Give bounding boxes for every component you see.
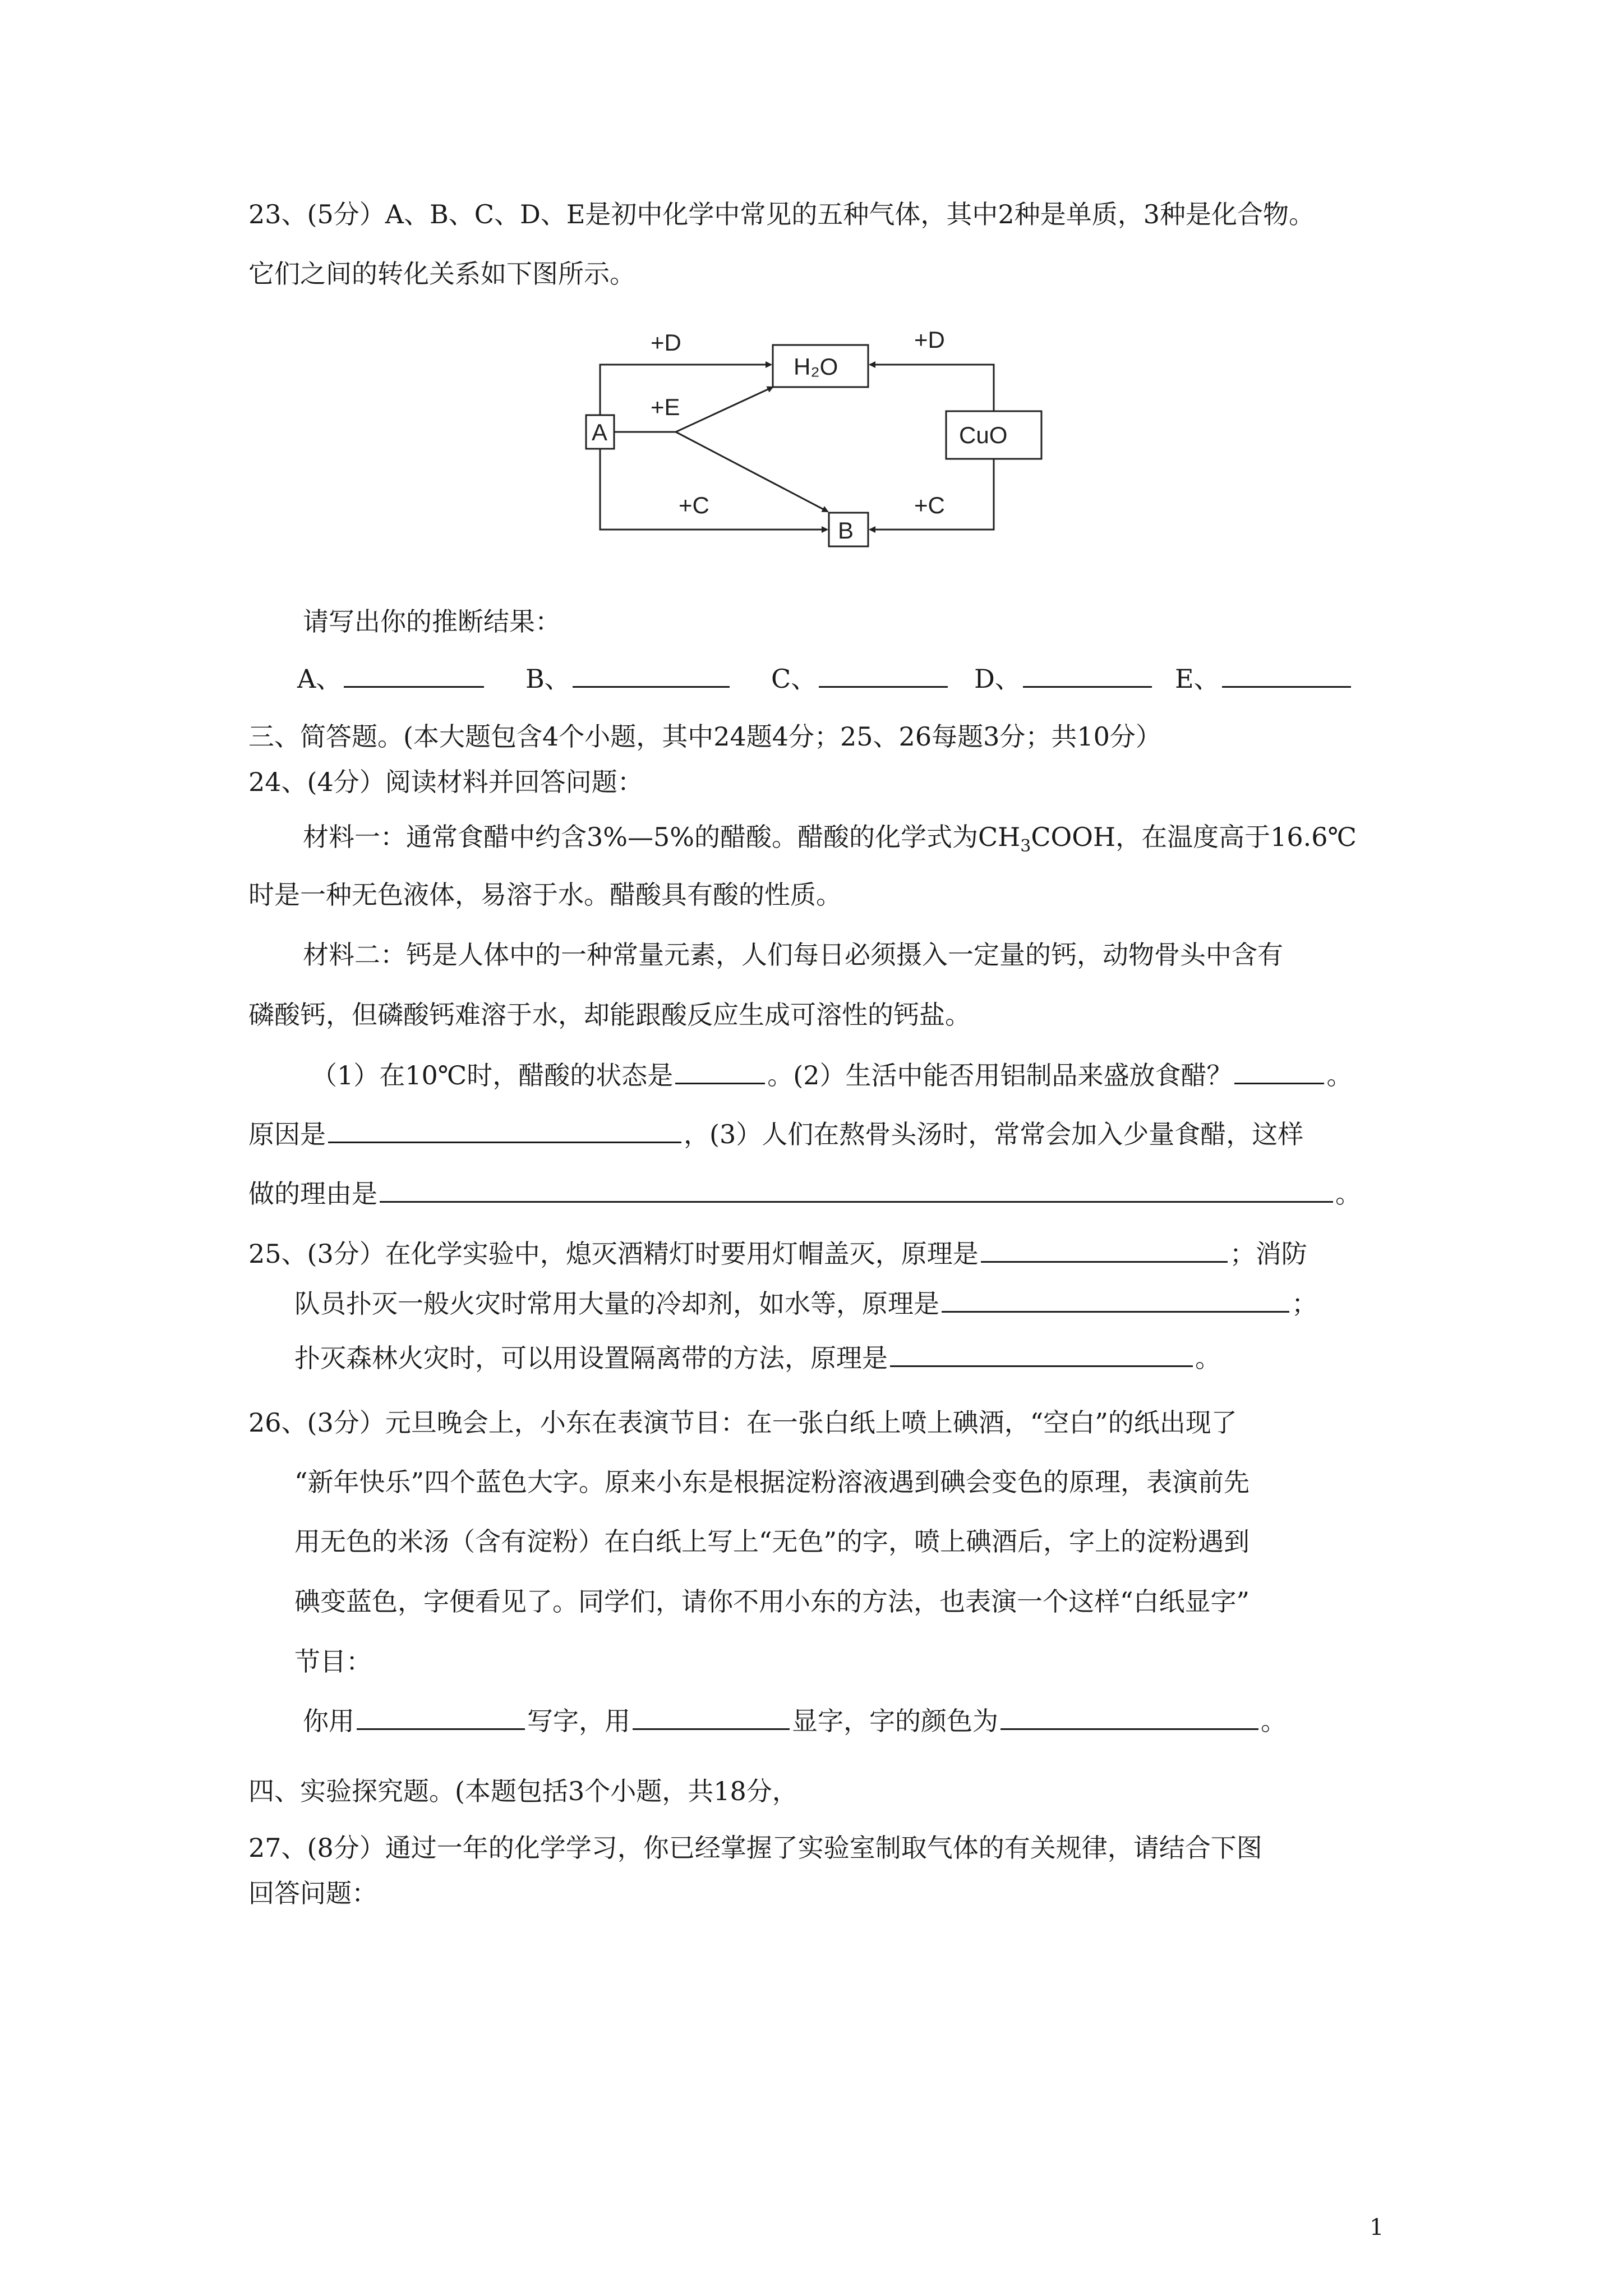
q23-prompt: 请写出你的推断结果： bbox=[303, 606, 561, 637]
q23-answer-d: D、 bbox=[974, 662, 1154, 696]
q25-blank-a[interactable] bbox=[981, 1239, 1228, 1263]
box-cuo-label: CuO bbox=[959, 422, 1008, 448]
q24-why-line: 做的理由是 。 bbox=[248, 1179, 1361, 1209]
q23-answer-c: C、 bbox=[771, 662, 950, 696]
answer-e-blank[interactable] bbox=[1222, 664, 1351, 688]
box-h2o-label: H₂O bbox=[794, 353, 838, 380]
q23-line1: 23、(5分）A、B、C、D、E是初中化学中常见的五种气体，其中2种是单质，3种是化合物。 bbox=[248, 199, 1315, 229]
label-cuo-d: +D bbox=[914, 326, 945, 353]
q26-line4: 碘变蓝色，字便看见了。同学们，请你不用小东的方法，也表演一个这样“白纸显字” bbox=[294, 1586, 1250, 1617]
box-a-label: A bbox=[592, 419, 608, 445]
q26-fill-line: 你用 写字，用 显字，字的颜色为 。 bbox=[303, 1706, 1287, 1736]
answer-b-blank[interactable] bbox=[573, 664, 730, 688]
q24-material1-line2: 时是一种无色液体，易溶于水。醋酸具有酸的性质。 bbox=[248, 880, 842, 910]
q24-blank-aluminum[interactable] bbox=[1234, 1060, 1324, 1084]
q27-line2: 回答问题： bbox=[248, 1878, 377, 1908]
conversion-diagram bbox=[572, 314, 1066, 561]
q26-line3: 用无色的米汤（含有淀粉）在白纸上写上“无色”的字，喷上碘酒后，字上的淀粉遇到 bbox=[294, 1526, 1250, 1557]
answer-c-blank[interactable] bbox=[819, 664, 948, 688]
section4-heading: 四、实验探究题。(本题包括3个小题，共18分， bbox=[248, 1776, 798, 1806]
q25-line-c: 扑灭森林火灾时，可以用设置隔离带的方法，原理是 。 bbox=[294, 1343, 1221, 1373]
q26-line2: “新年快乐”四个蓝色大字。原来小东是根据淀粉溶液遇到碘会变色的原理，表演前先 bbox=[294, 1467, 1250, 1497]
label-a-c: +C bbox=[679, 492, 709, 518]
q25-line-b: 队员扑灭一般火灾时常用大量的冷却剂，如水等，原理是 ； bbox=[294, 1289, 1317, 1319]
q26-line1: 26、(3分）元旦晚会上，小东在表演节目：在一张白纸上喷上碘酒，“空白”的纸出现了 bbox=[248, 1407, 1237, 1438]
q24-material1-line1: 材料一：通常食醋中约含3%—5%的醋酸。醋酸的化学式为$CH_3COOH$，在温度高于16.6℃ bbox=[303, 822, 1357, 857]
label-a-e: +E bbox=[651, 394, 680, 420]
q26-blank-show[interactable] bbox=[633, 1706, 790, 1730]
q24-material2-line2: 磷酸钙，但磷酸钙难溶于水，却能跟酸反应生成可溶性的钙盐。 bbox=[248, 1000, 971, 1030]
section3-heading: 三、简答题。(本大题包含4个小题，其中24题4分；25、26每题3分；共10分） bbox=[248, 721, 1161, 752]
label-a-d: +D bbox=[651, 329, 681, 356]
q26-blank-color[interactable] bbox=[1000, 1706, 1258, 1730]
q27-line1: 27、(8分）通过一年的化学学习，你已经掌握了实验室制取气体的有关规律，请结合下图 bbox=[248, 1833, 1262, 1863]
q25-blank-b[interactable] bbox=[942, 1289, 1289, 1313]
q25-blank-c[interactable] bbox=[890, 1343, 1193, 1367]
q23-line2: 它们之间的转化关系如下图所示。 bbox=[248, 259, 635, 289]
q23-answer-a: A、 bbox=[297, 662, 486, 696]
q26-blank-write[interactable] bbox=[357, 1706, 525, 1730]
label-cuo-c: +C bbox=[914, 492, 945, 518]
q24-blank-state[interactable] bbox=[675, 1060, 765, 1084]
answer-a-blank[interactable] bbox=[344, 664, 484, 688]
page-number: 1 bbox=[1370, 2215, 1384, 2240]
q24-blank-why[interactable] bbox=[380, 1179, 1333, 1203]
q24-material2-line1: 材料二：钙是人体中的一种常量元素，人们每日必须摄入一定量的钙，动物骨头中含有 bbox=[303, 940, 1283, 970]
q23-answer-e: E、 bbox=[1175, 662, 1353, 696]
q24-reason-line: 原因是 ，(3）人们在熬骨头汤时，常常会加入少量食醋，这样 bbox=[248, 1119, 1304, 1149]
q24-questions-1-2: （1）在10℃时，醋酸的状态是 。(2）生活中能否用铝制品来盛放食醋？ 。 bbox=[311, 1060, 1353, 1091]
answer-d-blank[interactable] bbox=[1023, 664, 1152, 688]
q26-line5: 节目： bbox=[294, 1646, 372, 1677]
q24-title: 24、(4分）阅读材料并回答问题： bbox=[248, 767, 643, 797]
q25-line-a: 25、(3分）在化学实验中，熄灭酒精灯时要用灯帽盖灭，原理是 ；消防 bbox=[248, 1239, 1307, 1269]
q23-answer-b: B、 bbox=[525, 662, 732, 696]
q24-blank-reason[interactable] bbox=[328, 1119, 681, 1143]
box-b-label: B bbox=[838, 517, 854, 544]
